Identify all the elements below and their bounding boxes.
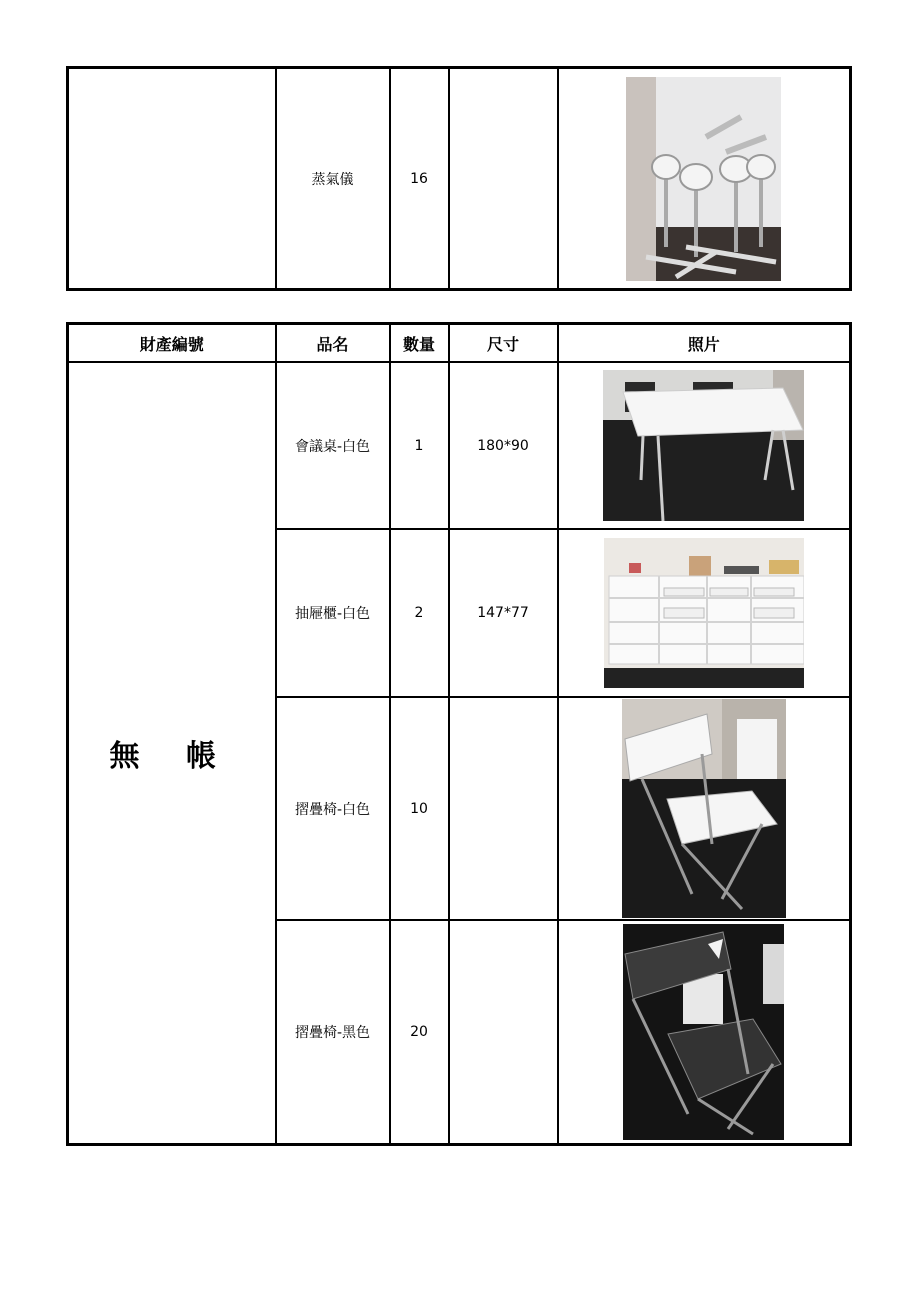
photo-cell bbox=[558, 362, 851, 529]
header-size: 尺寸 bbox=[449, 324, 558, 363]
size-cell bbox=[449, 697, 558, 920]
facial-steamer-photo bbox=[626, 77, 781, 281]
quantity-cell: 16 bbox=[390, 68, 449, 290]
asset-id-cell bbox=[68, 68, 276, 290]
item-name-cell: 摺疊椅-黑色 bbox=[276, 920, 390, 1144]
photo-cell bbox=[558, 68, 851, 290]
item-name-cell: 蒸氣儀 bbox=[276, 68, 390, 290]
header-asset-id: 財產編號 bbox=[68, 324, 276, 363]
photo-cell bbox=[558, 920, 851, 1144]
white-chair-photo bbox=[622, 699, 786, 918]
photo-cell bbox=[558, 697, 851, 920]
item-name-cell: 會議桌-白色 bbox=[276, 362, 390, 529]
white-table-photo bbox=[603, 370, 804, 521]
item-name-cell: 抽屜櫃-白色 bbox=[276, 529, 390, 697]
white-cabinet-photo bbox=[604, 538, 804, 688]
size-cell bbox=[449, 68, 558, 290]
header-photo: 照片 bbox=[558, 324, 851, 363]
quantity-cell: 2 bbox=[390, 529, 449, 697]
group-label-cell bbox=[68, 362, 276, 1144]
inventory-table bbox=[66, 322, 852, 1146]
steamer-table bbox=[66, 66, 852, 291]
table-row bbox=[68, 362, 851, 529]
quantity-cell: 1 bbox=[390, 362, 449, 529]
black-chair-photo bbox=[623, 924, 784, 1140]
size-cell: 147*77 bbox=[449, 529, 558, 697]
header-quantity: 數量 bbox=[390, 324, 449, 363]
size-cell bbox=[449, 920, 558, 1144]
quantity-cell: 10 bbox=[390, 697, 449, 920]
photo-cell bbox=[558, 529, 851, 697]
no-account-label: 無 帳 bbox=[109, 738, 234, 774]
header-row bbox=[68, 324, 851, 363]
size-cell: 180*90 bbox=[449, 362, 558, 529]
header-item-name: 品名 bbox=[276, 324, 390, 363]
item-name-cell: 摺疊椅-白色 bbox=[276, 697, 390, 920]
quantity-cell: 20 bbox=[390, 920, 449, 1144]
